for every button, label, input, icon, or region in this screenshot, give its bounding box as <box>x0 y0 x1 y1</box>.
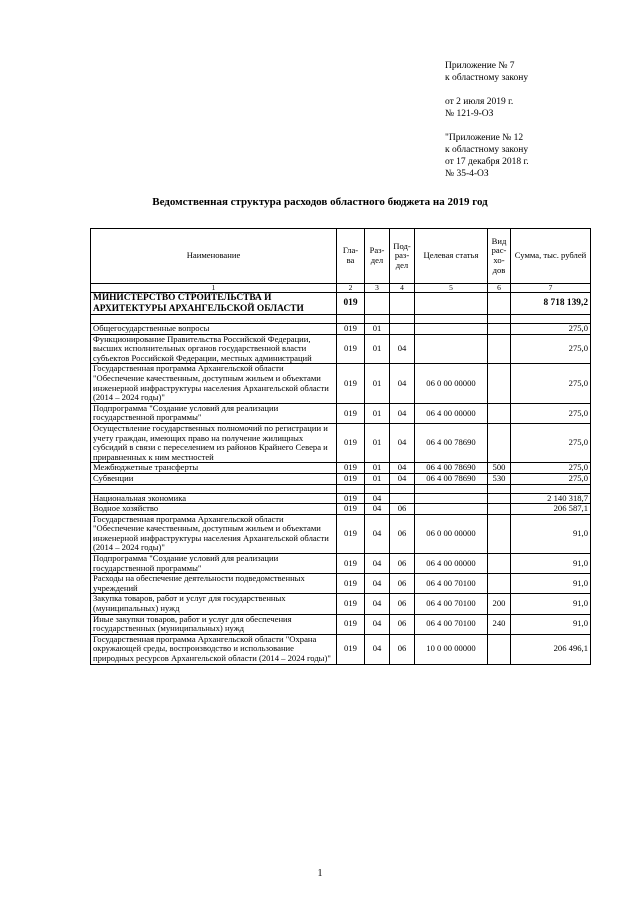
appendix-line: к областному закону <box>445 73 529 83</box>
row-razdel <box>365 315 390 324</box>
row-razdel: 01 <box>365 334 390 364</box>
appendix-line: от 2 июля 2019 г. <box>445 97 514 107</box>
row-name: Государственная программа Архангельской области "Охрана окружающей среды, воспроизводство и использование природных ресурсов Архангельской области (2014 – 2024 годы)" <box>91 634 337 664</box>
row-glava: 019 <box>337 403 365 423</box>
row-razdel: 04 <box>365 594 390 614</box>
column-number: 5 <box>415 284 488 293</box>
document-title: Ведомственная структура расходов областного бюджета на 2019 год <box>152 196 488 208</box>
row-podrazdel: 06 <box>390 554 415 574</box>
row-vid: 200 <box>488 594 511 614</box>
column-number: 6 <box>488 284 511 293</box>
row-podrazdel <box>390 293 415 315</box>
row-vid <box>488 334 511 364</box>
row-razdel: 04 <box>365 634 390 664</box>
row-vid <box>488 504 511 515</box>
row-vid <box>488 574 511 594</box>
row-name: Общегосударственные вопросы <box>91 324 337 335</box>
row-glava: 019 <box>337 634 365 664</box>
row-glava: 019 <box>337 473 365 484</box>
row-podrazdel <box>390 484 415 493</box>
column-number: 7 <box>511 284 591 293</box>
row-podrazdel: 06 <box>390 634 415 664</box>
column-number-row <box>91 284 591 293</box>
row-sum: 275,0 <box>511 324 591 335</box>
row-name: Национальная экономика <box>91 493 337 504</box>
row-vid <box>488 484 511 493</box>
row-name: Иные закупки товаров, работ и услуг для обеспечения государственных (муниципальных) нужд <box>91 614 337 634</box>
row-name: МИНИСТЕРСТВО СТРОИТЕЛЬСТВА И АРХИТЕКТУРЫ АРХАНГЕЛЬСКОЙ ОБЛАСТИ <box>91 293 337 315</box>
row-razdel: 04 <box>365 574 390 594</box>
row-name: Подпрограмма "Создание условий для реализации государственной программы" <box>91 554 337 574</box>
table-row <box>91 463 591 474</box>
row-vid: 240 <box>488 614 511 634</box>
row-podrazdel: 04 <box>390 473 415 484</box>
row-razdel: 04 <box>365 493 390 504</box>
row-name <box>91 315 337 324</box>
row-sum <box>511 315 591 324</box>
row-name <box>91 484 337 493</box>
row-target: 06 4 00 78690 <box>415 463 488 474</box>
row-vid <box>488 324 511 335</box>
column-number: 4 <box>390 284 415 293</box>
row-target <box>415 324 488 335</box>
table-row <box>91 364 591 403</box>
row-razdel: 04 <box>365 504 390 515</box>
row-sum: 91,0 <box>511 594 591 614</box>
row-sum: 91,0 <box>511 554 591 574</box>
row-vid <box>488 364 511 403</box>
row-target: 10 0 00 00000 <box>415 634 488 664</box>
row-target: 06 0 00 00000 <box>415 364 488 403</box>
table-row <box>91 574 591 594</box>
row-target <box>415 484 488 493</box>
row-razdel: 04 <box>365 554 390 574</box>
row-razdel: 01 <box>365 473 390 484</box>
row-target <box>415 293 488 315</box>
row-podrazdel: 04 <box>390 334 415 364</box>
appendix-line: Приложение № 7 <box>445 61 515 71</box>
row-razdel: 04 <box>365 514 390 553</box>
row-name: Подпрограмма "Создание условий для реализации государственной программы" <box>91 403 337 423</box>
row-name: Государственная программа Архангельской области "Обеспечение качественным, доступным жильем и объектами инженерной инфраструктуры населения Архангельской области (2014 – 2024 годы)" <box>91 364 337 403</box>
row-target <box>415 315 488 324</box>
row-target: 06 4 00 70100 <box>415 574 488 594</box>
row-vid <box>488 514 511 553</box>
row-podrazdel: 04 <box>390 403 415 423</box>
row-glava: 019 <box>337 364 365 403</box>
table-header-row <box>91 229 591 284</box>
table-body <box>91 293 591 665</box>
row-glava: 019 <box>337 324 365 335</box>
table-row <box>91 634 591 664</box>
column-number: 2 <box>337 284 365 293</box>
table-row <box>91 334 591 364</box>
row-glava: 019 <box>337 514 365 553</box>
column-number: 1 <box>91 284 337 293</box>
table-row <box>91 315 591 324</box>
row-name: Государственная программа Архангельской области "Обеспечение качественным, доступным жильем и объектами инженерной инфраструктуры населения Архангельской области (2014 – 2024 годы)" <box>91 514 337 553</box>
row-target: 06 4 00 78690 <box>415 423 488 462</box>
header-name: Наименование <box>91 229 337 284</box>
row-sum: 275,0 <box>511 463 591 474</box>
row-name: Закупка товаров, работ и услуг для государственных (муниципальных) нужд <box>91 594 337 614</box>
row-name: Межбюджетные трансферты <box>91 463 337 474</box>
row-podrazdel: 04 <box>390 364 415 403</box>
appendix-line: № 35-4-ОЗ <box>445 169 489 179</box>
row-sum <box>511 484 591 493</box>
header-vid: Вид рас-хо-дов <box>488 229 511 284</box>
row-podrazdel: 04 <box>390 463 415 474</box>
row-sum: 275,0 <box>511 423 591 462</box>
row-glava: 019 <box>337 293 365 315</box>
row-name: Расходы на обеспечение деятельности подведомственных учреждений <box>91 574 337 594</box>
row-vid: 530 <box>488 473 511 484</box>
row-glava: 019 <box>337 614 365 634</box>
row-razdel <box>365 484 390 493</box>
row-razdel: 01 <box>365 463 390 474</box>
table-row <box>91 473 591 484</box>
row-podrazdel <box>390 315 415 324</box>
row-target: 06 4 00 70100 <box>415 614 488 634</box>
table-row <box>91 614 591 634</box>
appendix-line: от 17 декабря 2018 г. <box>445 157 529 167</box>
row-sum: 91,0 <box>511 574 591 594</box>
row-name: Субвенции <box>91 473 337 484</box>
row-name: Функционирование Правительства Российской Федерации, высших исполнительных органов государственной власти субъектов Российской Федерации, местных администраций <box>91 334 337 364</box>
header-target: Целевая статья <box>415 229 488 284</box>
row-sum: 91,0 <box>511 514 591 553</box>
table-row <box>91 324 591 335</box>
row-sum: 275,0 <box>511 403 591 423</box>
row-podrazdel: 06 <box>390 594 415 614</box>
row-vid <box>488 315 511 324</box>
header-podrazdel: Под-раз-дел <box>390 229 415 284</box>
row-razdel: 01 <box>365 423 390 462</box>
header-glava: Гла-ва <box>337 229 365 284</box>
table-row <box>91 554 591 574</box>
row-podrazdel: 06 <box>390 614 415 634</box>
row-sum: 8 718 139,2 <box>511 293 591 315</box>
row-podrazdel <box>390 324 415 335</box>
row-podrazdel: 06 <box>390 574 415 594</box>
row-sum: 275,0 <box>511 334 591 364</box>
row-sum: 91,0 <box>511 614 591 634</box>
table-row <box>91 293 591 315</box>
row-razdel: 01 <box>365 364 390 403</box>
row-glava <box>337 315 365 324</box>
row-glava: 019 <box>337 463 365 474</box>
table-row <box>91 493 591 504</box>
row-sum: 275,0 <box>511 473 591 484</box>
row-glava: 019 <box>337 594 365 614</box>
row-sum: 2 140 318,7 <box>511 493 591 504</box>
row-glava: 019 <box>337 554 365 574</box>
row-glava: 019 <box>337 493 365 504</box>
row-target: 06 0 00 00000 <box>415 514 488 553</box>
column-number: 3 <box>365 284 390 293</box>
row-target: 06 4 00 70100 <box>415 594 488 614</box>
table-row <box>91 594 591 614</box>
row-vid <box>488 423 511 462</box>
row-glava: 019 <box>337 334 365 364</box>
row-razdel: 04 <box>365 614 390 634</box>
row-vid <box>488 554 511 574</box>
header-sum: Сумма, тыс. рублей <box>511 229 591 284</box>
row-sum: 206 587,1 <box>511 504 591 515</box>
appendix-line: к областному закону <box>445 145 529 155</box>
row-glava: 019 <box>337 574 365 594</box>
row-glava: 019 <box>337 504 365 515</box>
table-row <box>91 514 591 553</box>
row-vid <box>488 634 511 664</box>
row-name: Осуществление государственных полномочий по регистрации и учету граждан, имеющих право на получение жилищных субсидий в связи с переселением из районов Крайнего Севера и приравненных к ним местностей <box>91 423 337 462</box>
appendix-line: № 121-9-ОЗ <box>445 109 494 119</box>
row-glava: 019 <box>337 423 365 462</box>
row-sum: 275,0 <box>511 364 591 403</box>
row-target <box>415 334 488 364</box>
row-podrazdel <box>390 493 415 504</box>
row-vid <box>488 293 511 315</box>
appendix-note <box>445 60 625 180</box>
row-podrazdel: 06 <box>390 504 415 515</box>
row-podrazdel: 04 <box>390 423 415 462</box>
row-name: Водное хозяйство <box>91 504 337 515</box>
row-podrazdel: 06 <box>390 514 415 553</box>
row-target: 06 4 00 00000 <box>415 403 488 423</box>
row-target: 06 4 00 00000 <box>415 554 488 574</box>
row-sum: 206 496,1 <box>511 634 591 664</box>
table-row <box>91 403 591 423</box>
row-razdel: 01 <box>365 324 390 335</box>
table-row <box>91 504 591 515</box>
appendix-line: "Приложение № 12 <box>445 133 524 143</box>
row-target <box>415 493 488 504</box>
row-vid <box>488 493 511 504</box>
row-razdel: 01 <box>365 403 390 423</box>
table-row <box>91 484 591 493</box>
budget-table <box>90 228 591 665</box>
row-vid: 500 <box>488 463 511 474</box>
row-glava <box>337 484 365 493</box>
header-razdel: Раз-дел <box>365 229 390 284</box>
row-vid <box>488 403 511 423</box>
row-target: 06 4 00 78690 <box>415 473 488 484</box>
row-target <box>415 504 488 515</box>
row-razdel <box>365 293 390 315</box>
table-row <box>91 423 591 462</box>
page-number: 1 <box>317 868 323 879</box>
